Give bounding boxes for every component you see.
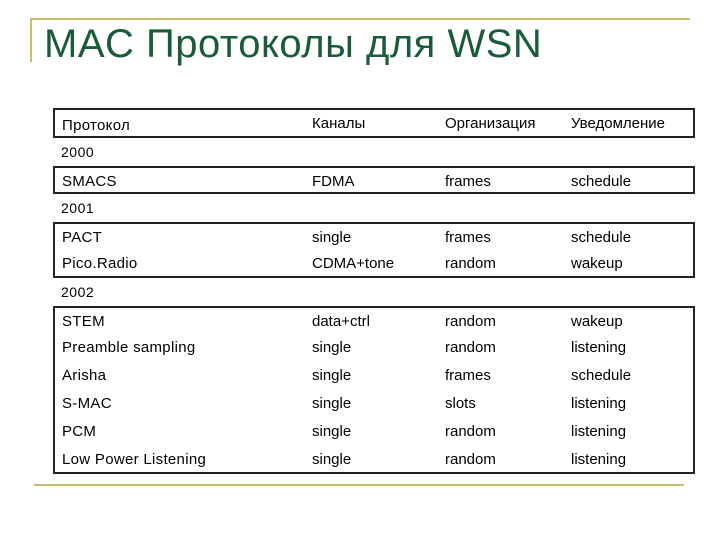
cell-channels: single bbox=[312, 367, 352, 384]
cell-organization: random bbox=[445, 451, 496, 468]
cell-protocol: PACT bbox=[62, 229, 103, 246]
cell-organization: frames bbox=[445, 367, 491, 384]
header-notification: Уведомление bbox=[571, 115, 666, 132]
year-label: 2000 bbox=[61, 144, 95, 160]
cell-organization: frames bbox=[445, 229, 491, 246]
cell-channels: single bbox=[312, 423, 352, 440]
cell-notification: schedule bbox=[571, 173, 632, 190]
cell-notification: schedule bbox=[571, 367, 632, 384]
decorative-bottom-line bbox=[34, 484, 684, 486]
cell-channels: data+ctrl bbox=[312, 313, 370, 330]
cell-notification: listening bbox=[571, 395, 627, 412]
cell-organization: random bbox=[445, 255, 496, 272]
decorative-left-line bbox=[30, 18, 32, 62]
table-row bbox=[53, 222, 695, 250]
table-header-row bbox=[53, 108, 695, 138]
cell-protocol: SMACS bbox=[62, 173, 117, 190]
cell-channels: single bbox=[312, 395, 352, 412]
year-label: 2002 bbox=[61, 284, 95, 300]
cell-notification: wakeup bbox=[571, 313, 623, 330]
cell-protocol: Arisha bbox=[62, 367, 107, 384]
cell-notification: listening bbox=[571, 451, 627, 468]
year-label-row bbox=[53, 138, 695, 166]
cell-channels: FDMA bbox=[312, 173, 355, 190]
table-row bbox=[53, 446, 695, 474]
cell-organization: slots bbox=[445, 395, 476, 412]
cell-protocol: S-MAC bbox=[62, 395, 112, 412]
cell-organization: random bbox=[445, 339, 496, 356]
cell-protocol: PCM bbox=[62, 423, 97, 440]
cell-channels: single bbox=[312, 451, 352, 468]
protocol-table bbox=[53, 108, 695, 474]
cell-organization: frames bbox=[445, 173, 491, 190]
cell-notification: listening bbox=[571, 423, 627, 440]
decorative-top-line bbox=[30, 18, 690, 20]
cell-notification: schedule bbox=[571, 229, 632, 246]
cell-notification: listening bbox=[571, 339, 627, 356]
header-organization: Организация bbox=[445, 115, 536, 132]
table-row bbox=[53, 362, 695, 390]
year-label: 2001 bbox=[61, 200, 95, 216]
cell-channels: single bbox=[312, 229, 352, 246]
cell-protocol: Preamble sampling bbox=[62, 339, 196, 356]
cell-protocol: STEM bbox=[62, 313, 105, 330]
slide-title: MAC Протоколы для WSN bbox=[44, 22, 543, 66]
table-row bbox=[53, 306, 695, 334]
table-row bbox=[53, 390, 695, 418]
year-label-row bbox=[53, 194, 695, 222]
table-row bbox=[53, 418, 695, 446]
table-row bbox=[53, 334, 695, 362]
cell-protocol: Pico.Radio bbox=[62, 255, 138, 272]
table-row bbox=[53, 250, 695, 278]
cell-channels: CDMA+tone bbox=[312, 255, 395, 272]
header-protocol: Протокол bbox=[62, 117, 131, 134]
year-label-row bbox=[53, 278, 695, 306]
cell-notification: wakeup bbox=[571, 255, 623, 272]
cell-organization: random bbox=[445, 313, 496, 330]
cell-protocol: Low Power Listening bbox=[62, 451, 207, 468]
cell-channels: single bbox=[312, 339, 352, 356]
header-channels: Каналы bbox=[312, 115, 366, 132]
cell-organization: random bbox=[445, 423, 496, 440]
table-row bbox=[53, 166, 695, 194]
